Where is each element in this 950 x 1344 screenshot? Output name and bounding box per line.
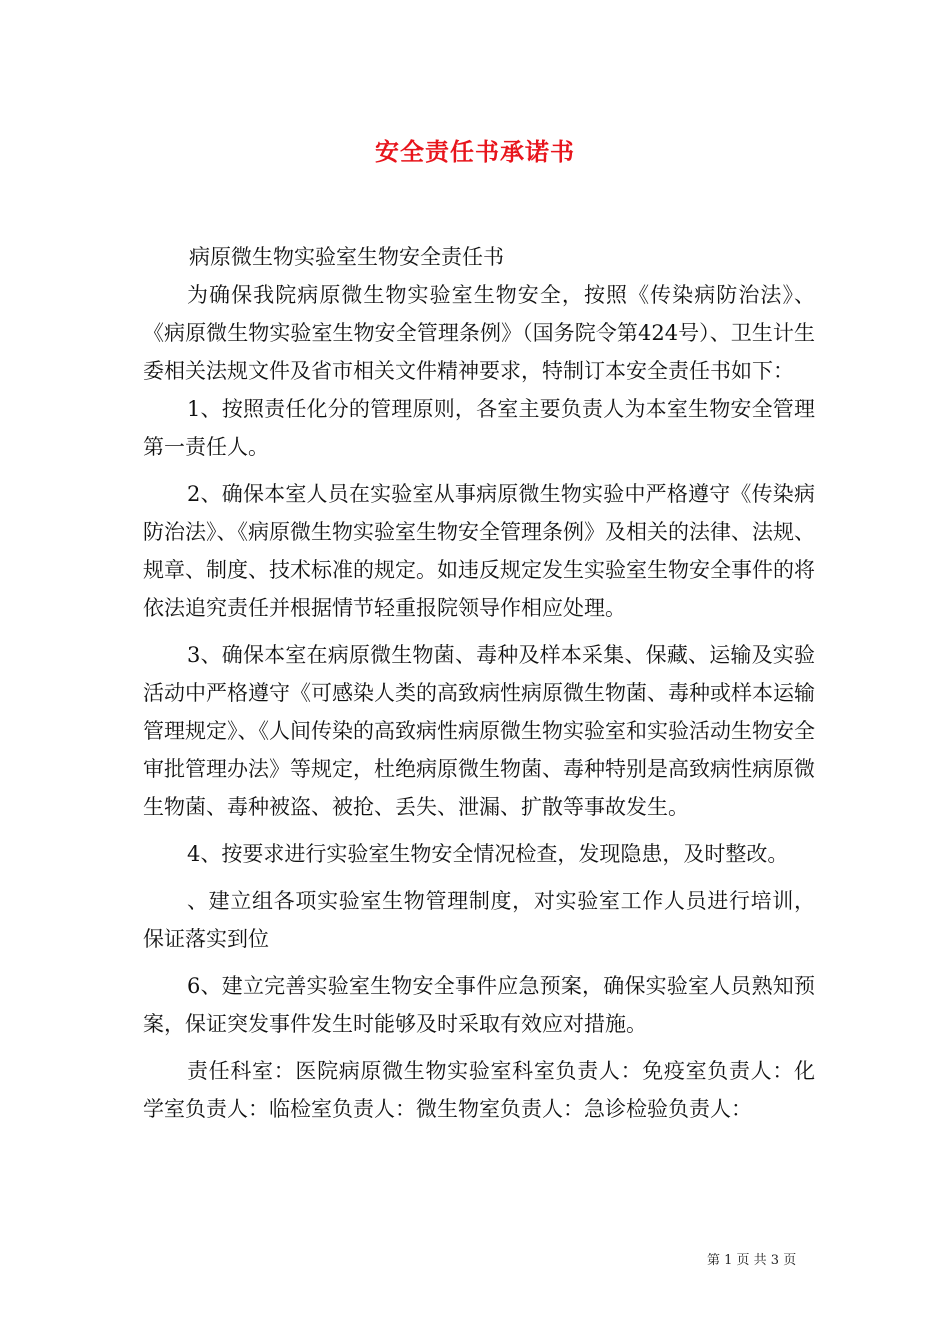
paragraph-item-1: 1、按照责任化分的管理原则，各室主要负责人为本室生物安全管理第一责任人。 [143, 397, 815, 459]
document-body [143, 238, 815, 1128]
paragraph-item-3: 3、确保本室在病原微生物菌、毒种及样本采集、保藏、运输及实验活动中严格遵守《可感染人类的高致病性病原微生物菌、毒种或样本运输管理规定》、《人间传染的高致病性病原微生物实验室和实验活动生物安全审批管理办法》等规定，杜绝病原微生物菌、毒种特别是高致病性病原微生物菌、毒种被盗、被抢、丢失、泄漏、扩散等事故发生。 [143, 643, 815, 819]
paragraph-responsibility: 责任科室：医院病原微生物实验室科室负责人：免疫室负责人：化学室负责人：临检室负责人：微生物室负责人：急诊检验负责人： [143, 1059, 815, 1121]
paragraph-item-4: 4、按要求进行实验室生物安全情况检查，发现隐患，及时整改。 [187, 842, 789, 866]
document-subtitle: 病原微生物实验室生物安全责任书 [189, 245, 504, 269]
paragraph-intro: 为确保我院病原微生物实验室生物安全，按照《传染病防治法》、《病原微生物实验室生物安全管理条例》（国务院令第424号）、卫生计生委相关法规文件及省市相关文件精神要求，特制订本安全责任书如下： [143, 283, 815, 383]
paragraph-item-2: 2、确保本室人员在实验室从事病原微生物实验中严格遵守《传染病防治法》、《病原微生物实验室生物安全管理条例》及相关的法律、法规、规章、制度、技术标准的规定。如违反规定发生实验室生物安全事件的将依法追究责任并根据情节轻重报院领导作相应处理。 [143, 482, 815, 620]
page-number: 第 1 页 共 3 页 [707, 1253, 797, 1268]
paragraph-item-6: 6、建立完善实验室生物安全事件应急预案，确保实验室人员熟知预案，保证突发事件发生时能够及时采取有效应对措施。 [143, 974, 815, 1036]
paragraph-item-5: 、建立组各项实验室生物管理制度，对实验室工作人员进行培训，保证落实到位 [143, 889, 815, 951]
document-title: 安全责任书承诺书 [375, 137, 575, 166]
